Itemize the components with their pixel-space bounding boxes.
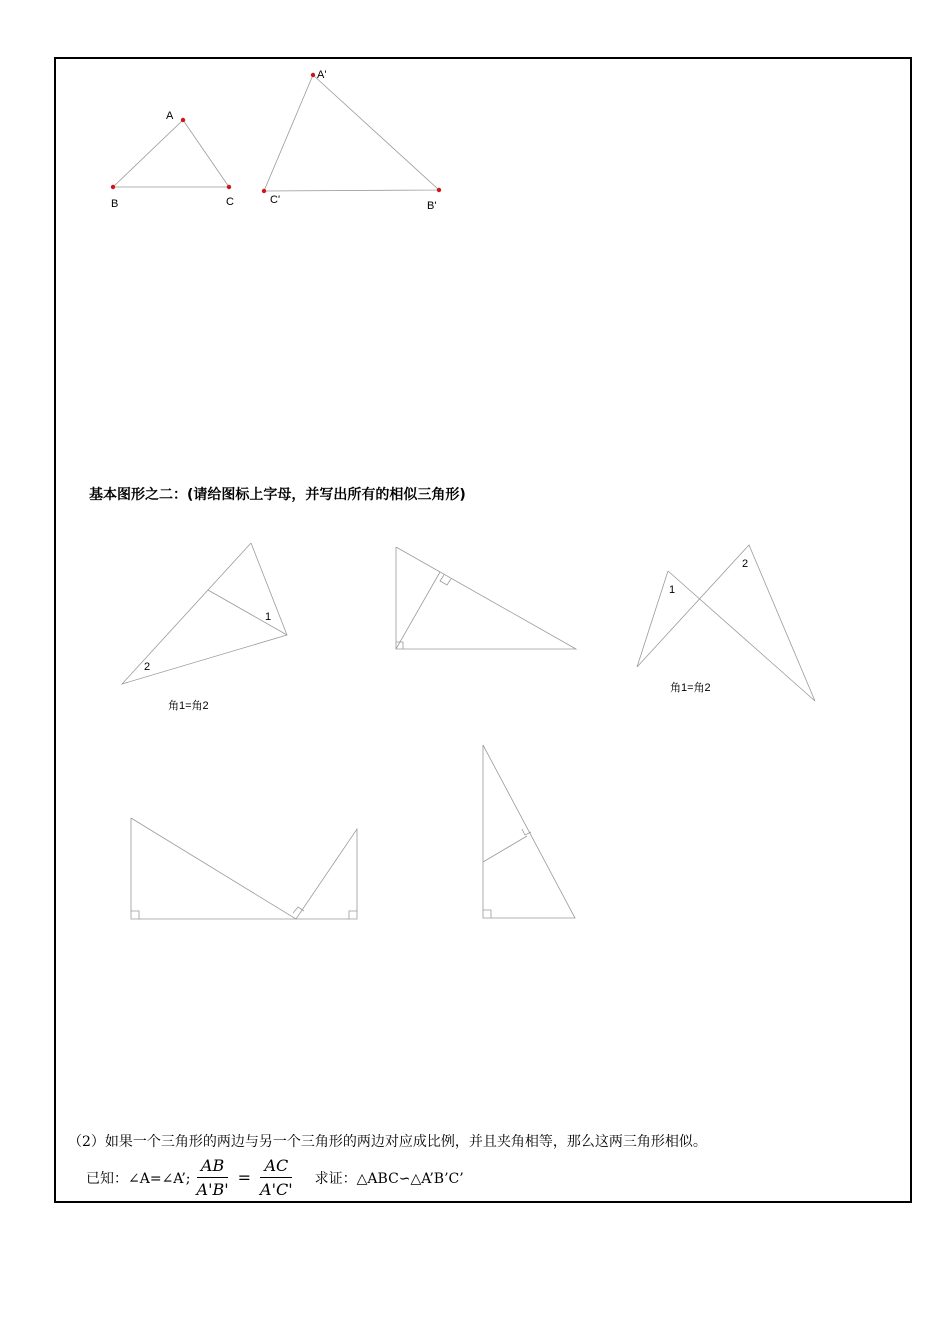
figure-4-right-angle-middle (293, 907, 304, 913)
figure-2-triangle (396, 547, 576, 649)
basic-figure-4 (131, 818, 357, 919)
point-a (181, 118, 185, 122)
triangle-a-prime-b-prime-c-prime (262, 69, 441, 212)
figure-5-triangle (483, 745, 575, 918)
figure-2-altitude (396, 572, 440, 649)
triangle-abc-sides (113, 120, 229, 187)
figure-3-angle-2-label: 2 (742, 558, 749, 570)
triangle-prime-sides (264, 75, 439, 191)
triangle-abc (111, 110, 234, 210)
label-a: A (166, 110, 174, 122)
figure-1-angle-2-label: 2 (144, 661, 151, 673)
basic-figure-1 (122, 543, 287, 684)
label-c-prime: C' (270, 194, 281, 206)
prove-statement: 求证：△ABC∽△A’B’C’ (314, 1170, 464, 1187)
figure-2-altitude-right-angle-mark (440, 575, 451, 585)
fraction-1-numerator: AB (197, 1156, 228, 1178)
figure-4-right-angle-left (131, 911, 139, 919)
figure-3-butterfly (637, 545, 815, 701)
figure-5-right-angle-mark (483, 910, 491, 918)
basic-figure-5 (483, 745, 575, 918)
point-c (227, 185, 231, 189)
equals-sign: = (237, 1168, 252, 1187)
figure-3-angle-1-label: 1 (669, 584, 676, 596)
fraction-2-denominator: A'C' (260, 1180, 293, 1199)
point-a-prime (311, 73, 315, 77)
figure-1-angle-1-label: 1 (265, 611, 272, 623)
fraction-1-denominator: A'B' (196, 1180, 229, 1199)
fraction-ab-over-a-prime-b-prime (193, 1156, 233, 1199)
basic-figure-3 (637, 545, 815, 701)
figure-4-shape (131, 818, 357, 919)
point-c-prime (262, 189, 266, 193)
point-b-prime (437, 188, 441, 192)
label-b-prime: B' (427, 200, 437, 212)
basic-figure-2 (396, 547, 576, 649)
point-b (111, 185, 115, 189)
fraction-2-numerator: AC (260, 1156, 292, 1178)
label-c: C (226, 196, 234, 208)
label-b: B (111, 198, 119, 210)
figure-1-cevian (208, 590, 287, 635)
label-a-prime: A' (317, 69, 327, 81)
theorem-statement: （2）如果一个三角形的两边与另一个三角形的两边对应成比例，并且夹角相等，那么这两三角形相似。 (68, 1134, 707, 1150)
section-heading: 基本图形之二：(请给图标上字母，并写出所有的相似三角形) (89, 487, 466, 503)
figure-1-caption: 角1=角2 (168, 700, 209, 712)
figure-5-perpendicular (483, 836, 527, 862)
figure-4-right-angle-right (349, 911, 357, 919)
given-condition: 已知：∠A=∠A’; (86, 1170, 191, 1187)
fraction-ac-over-a-prime-c-prime (256, 1156, 297, 1199)
figure-3-caption: 角1=角2 (670, 682, 711, 694)
given-prove-row (86, 1156, 464, 1199)
